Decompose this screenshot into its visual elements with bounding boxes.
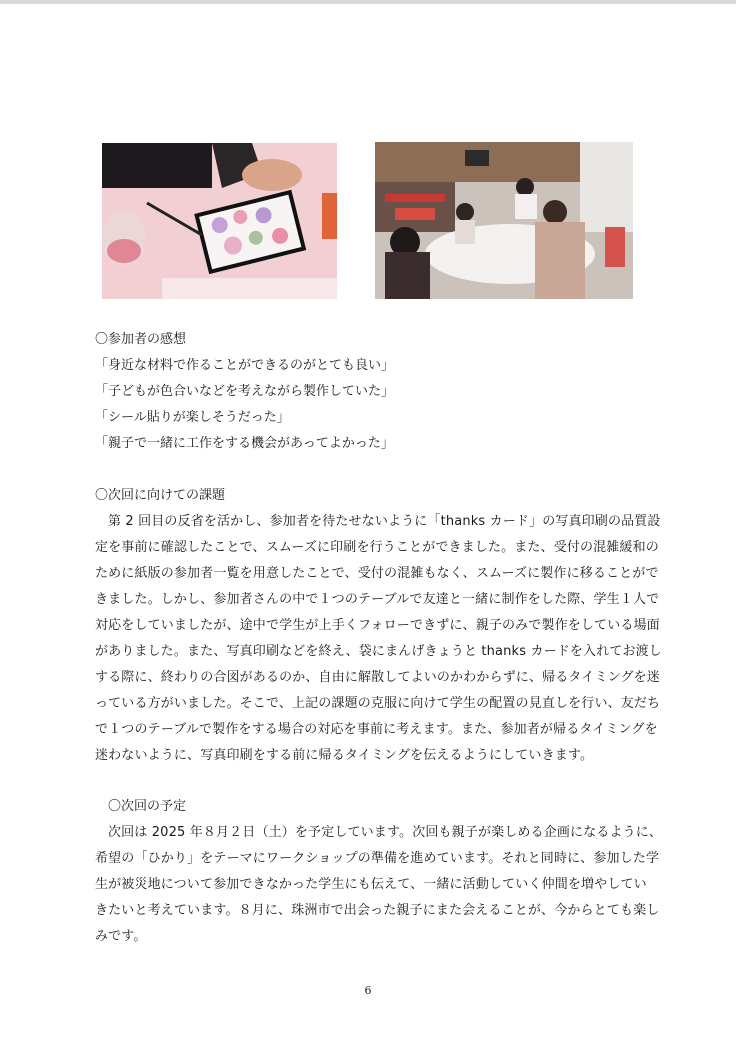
issues-line: 第 2 回目の反省を活かし、参加者を待たせないように「thanks カード」の写真印刷の品質設 [108, 514, 661, 529]
page-number: 6 [364, 984, 372, 997]
issues-line: きました。しかし、参加者さんの中で１つのテーブルで友達と一緒に制作をした際、学生１人で [95, 592, 660, 607]
issues-line: 迷わないように、写真印刷をする前に帰るタイミングを伝えるようにしていきます。 [95, 748, 594, 763]
impression-quote: 「シール貼りが楽しそうだった」 [95, 410, 290, 425]
impression-quote: 「親子で一緒に工作をする機会があってよかった」 [95, 436, 394, 451]
next-line: 希望の「ひかり」をテーマにワークショップの準備を進めています。それと同時に、参加した学 [95, 851, 660, 866]
next-paragraph [95, 820, 663, 950]
next-line: みです。 [95, 929, 147, 944]
issues-line: ために紙版の参加者一覧を用意したことで、受付の混雑もなく、スムーズに製作に移ることがで [95, 566, 659, 581]
workshop-room-photo [375, 142, 633, 299]
issues-line: 定を事前に確認したことで、スムーズに印刷を行うことができました。また、受付の混雑緩和の [95, 540, 659, 555]
next-line: 生が被災地について参加できなかった学生にも伝えて、一緒に活動していく仲間を増やしてい [95, 877, 647, 892]
craft-activity-photo [102, 143, 337, 299]
issues-line: で１つのテーブルで製作をする場合の対応を事前に考えます。また、参加者が帰るタイミングを [95, 722, 658, 737]
issues-line: がありました。また、写真印刷などを終え、袋にまんげきょうと thanks カードを入れてお渡し [95, 644, 662, 659]
next-heading: 〇次回の予定 [108, 799, 187, 814]
impressions-heading: 〇参加者の感想 [95, 332, 187, 347]
top-edge-bar [0, 0, 736, 4]
impression-quote: 「身近な材料で作ることができるのがとても良い」 [95, 358, 395, 373]
issues-heading: 〇次回に向けての課題 [95, 488, 226, 503]
issues-line: っている方がいました。そこで、上記の課題の克服に向けて学生の配置の見直しを行い、友だち [95, 696, 661, 711]
impression-quote: 「子どもが色合いなどを考えながら製作していた」 [95, 384, 395, 399]
next-line: きたいと考えています。８月に、珠洲市で出会った親子にまた会えることが、今からとても楽し [95, 903, 660, 918]
issues-line: 対応をしていましたが、途中で学生が上手くフォローできずに、親子のみで製作をしている場面 [95, 618, 660, 633]
issues-paragraph [95, 509, 662, 769]
issues-line: する際に、終わりの合図があるのか、自由に解散してよいのかわからずに、帰るタイミングを迷 [95, 670, 660, 685]
next-line: 次回は 2025 年８月２日（土）を予定しています。次回も親子が楽しめる企画になるように、 [108, 825, 663, 840]
